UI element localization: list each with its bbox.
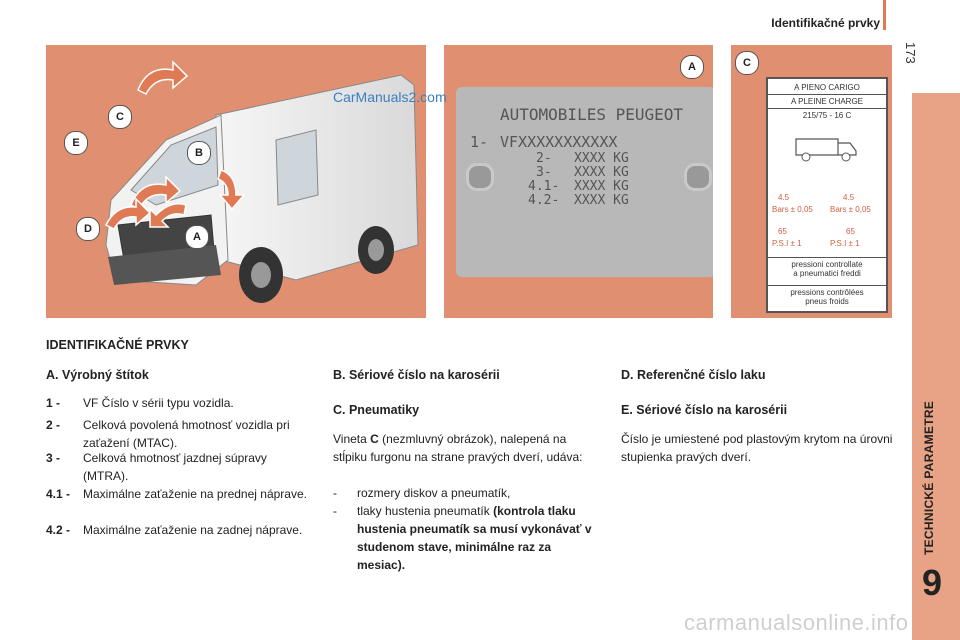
tyre-psi-left-value: 65 [778, 227, 787, 236]
plate-row-41-value: XXXX KG [574, 179, 629, 194]
list-item [46, 449, 308, 485]
tyre-badge-c: C [735, 51, 759, 75]
bullet-item [333, 502, 595, 574]
plate-row-3-value: XXXX KG [574, 165, 629, 180]
tyre-psi-left: P.S.I ± 1 [772, 239, 802, 248]
plate-rivet-right [684, 163, 712, 191]
van-badge-a: A [185, 225, 209, 249]
manufacturer-plate-panel [444, 45, 713, 318]
plate-row-2-label: 2- [536, 151, 552, 166]
bullet-dash: - [333, 504, 337, 518]
list-item-text: Maximálne zaťaženie na prednej náprave. [83, 487, 307, 501]
tyre-label-size: 215/75 - 16 C [802, 111, 852, 120]
bullet-item [333, 484, 595, 502]
list-item-text: VF Číslo v sérii typu vozidla. [83, 396, 234, 410]
list-item [46, 485, 308, 521]
plate-title: AUTOMOBILES PEUGEOT [500, 105, 684, 124]
tyre-fr-line2: pneus froids [805, 297, 849, 306]
tyre-bars-right-value: 4.5 [843, 193, 855, 202]
tyre-intro-ref: C [370, 432, 379, 446]
tyre-label-sticker [766, 77, 888, 313]
tyre-bars-left-value: 4.5 [778, 193, 790, 202]
list-item-number: 4.2 - [46, 523, 71, 537]
tyre-it-line2: a pneumatici freddi [793, 269, 861, 278]
tyre-it-line1: pressioni controllate [768, 257, 886, 269]
van-badge-d: D [76, 217, 100, 241]
van-illustration [46, 45, 426, 318]
plate-row-42-label: 4.2- [528, 193, 560, 208]
page-number: 173 [903, 42, 918, 64]
heading-d: D. Referenčné číslo laku [621, 368, 766, 382]
tyre-intro-end: (nezmluvný obrázok), nalepená na stĺpiku furgonu na strane pravých dverí, udáva: [333, 432, 583, 464]
plate-row-2-value: XXXX KG [574, 151, 629, 166]
list-item [46, 521, 308, 557]
plate-row-3-label: 3- [536, 165, 552, 180]
plate-badge-a: A [680, 55, 704, 79]
list-item-number: 4.1 - [46, 487, 71, 501]
list-item-number: 2 - [46, 418, 61, 432]
body-text-e: Číslo je umiestené pod plastovým krytom na úrovni stupienka pravých dverí. [621, 432, 893, 464]
list-item-text: Celková hmotnosť jazdnej súpravy (MTRA). [83, 451, 267, 483]
list-item [46, 394, 308, 412]
plate-rivet-left [466, 163, 494, 191]
list-item-text: Maximálne zaťaženie na zadnej náprave. [83, 523, 303, 537]
footer-watermark: carmanualsonline.info [684, 610, 909, 635]
tyre-intro-start: Vineta [333, 432, 371, 446]
list-item [46, 416, 308, 452]
plate-row-42-value: XXXX KG [574, 193, 629, 208]
heading-c: C. Pneumatiky [333, 403, 420, 417]
heading-a: A. Výrobný štítok [46, 368, 149, 382]
tyre-fr-line1: pressions contrôlées [768, 285, 886, 297]
plate-row-1-label: 1- [470, 133, 489, 151]
manufacturer-plate [456, 87, 713, 277]
tyre-bars-left: Bars ± 0,05 [772, 205, 813, 214]
chapter-number: 9 [922, 562, 943, 603]
tyre-psi-right-value: 65 [846, 227, 855, 236]
van-badge-c: C [108, 105, 132, 129]
tyre-psi-right: P.S.I ± 1 [830, 239, 860, 248]
heading-b: B. Sériové číslo na karosérii [333, 368, 500, 382]
figure-watermark: CarManuals2.com [333, 89, 447, 105]
heading-e: E. Sériové číslo na karosérii [621, 403, 788, 417]
plate-row-1-value: VFXXXXXXXXXXX [500, 133, 618, 151]
page-header-title: Identifikačné prvky [771, 16, 880, 30]
bullet-text-wrap [357, 502, 597, 574]
tyre-label-panel [731, 45, 892, 318]
chapter-side-tab-label: TECHNICKÉ PARAMETRE [922, 400, 936, 555]
tyre-label-line1: A PIENO CARIGO [768, 83, 886, 95]
section-title: IDENTIFIKAČNÉ PRVKY [46, 338, 189, 352]
tyre-intro-paragraph [333, 430, 595, 466]
van-badge-e: E [64, 131, 88, 155]
list-item-text: Celková povolená hmotnosť vozidla pri zaťažení (MTAC). [83, 418, 290, 450]
chapter-side-tab [912, 93, 960, 640]
bullet-dash: - [333, 486, 337, 500]
plate-row-41-label: 4.1- [528, 179, 560, 194]
tyre-van-icon [788, 129, 866, 169]
tyre-bars-right: Bars ± 0,05 [830, 205, 871, 214]
van-drawing [46, 45, 426, 318]
van-badge-b: B [187, 141, 211, 165]
list-item-number: 1 - [46, 396, 61, 410]
bullet-text-bold: (kontrola tlaku hustenia pneumatík sa musí vykonávať v studenom stave, minimálne raz za mesiac). [357, 504, 592, 572]
list-item-number: 3 - [46, 451, 61, 465]
bullet-text: tlaky hustenia pneumatík [357, 504, 494, 518]
tyre-label-line2: A PLEINE CHARGE [768, 97, 886, 109]
header-rule [883, 0, 886, 30]
bullet-text: rozmery diskov a pneumatík, [357, 486, 511, 500]
